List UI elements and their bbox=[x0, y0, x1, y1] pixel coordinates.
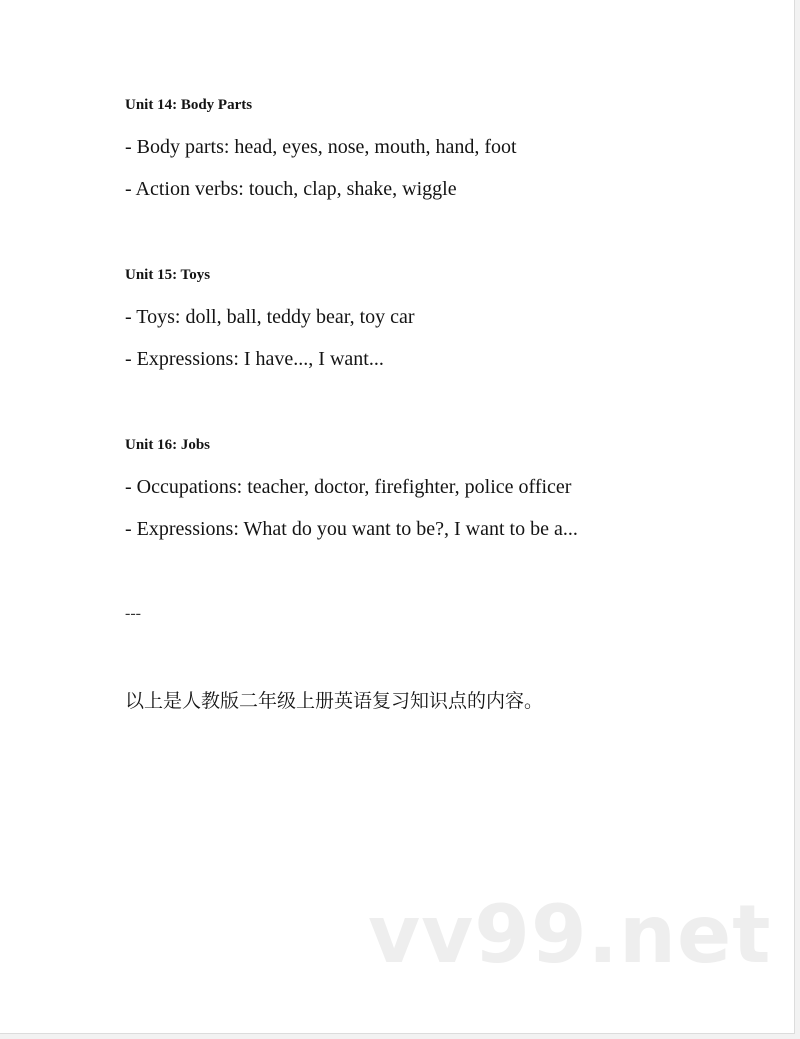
toys-line: - Toys: doll, ball, teddy bear, toy car bbox=[125, 306, 415, 328]
action-verbs-line: - Action verbs: touch, clap, shake, wiggle bbox=[125, 178, 457, 200]
jobs-expressions-line: - Expressions: What do you want to be?, I want to be a... bbox=[125, 518, 578, 540]
section-separator: --- bbox=[125, 605, 141, 622]
section-heading-unit-15: Unit 15: Toys bbox=[125, 267, 211, 283]
closing-sentence: 以上是人教版二年级上册英语复习知识点的内容。 bbox=[125, 690, 544, 712]
section-heading-unit-16: Unit 16: Jobs bbox=[125, 437, 211, 453]
watermark: vv99.net bbox=[368, 888, 772, 981]
body-parts-line: - Body parts: head, eyes, nose, mouth, hand, foot bbox=[125, 136, 517, 158]
section-heading-unit-14: Unit 14: Body Parts bbox=[125, 97, 253, 113]
toys-expressions-line: - Expressions: I have..., I want... bbox=[125, 348, 384, 370]
occupations-line: - Occupations: teacher, doctor, firefighter, police officer bbox=[125, 476, 572, 498]
